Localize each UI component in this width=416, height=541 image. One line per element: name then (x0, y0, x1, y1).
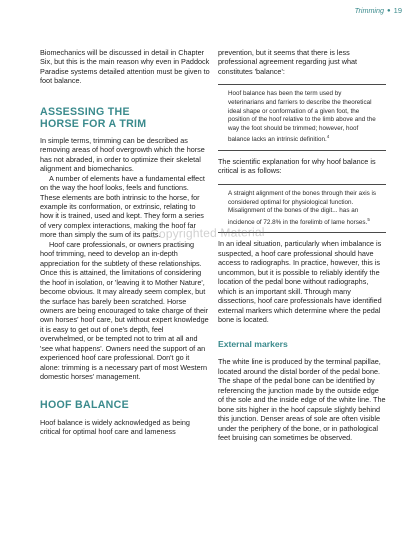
quote-text: Hoof balance has been the term used by veterinarians and farriers to describe the theoretical ideal shape or conformation of a given foot, the position of the hoof relative to the limb above and the way the foot should be trimmed; however, hoof balance lacks an intrinsic definition. (228, 90, 376, 144)
intro-paragraph: Biomechanics will be discussed in detail in Chapter Six, but this is the main reason why even in Paddock Paradise systems detailed attention must be given to foot balance. (40, 48, 210, 86)
heading-assessing (40, 106, 210, 130)
paragraph: The scientific explanation for why hoof balance is critical is as follows: (218, 157, 376, 176)
quote-text: A straight alignment of the bones through their axis is considered optimal for physiological function. Misalignment of the bones of the digit... has an incidence of 72.8% in the forelimb of lame horses. (228, 189, 377, 226)
paragraph: Hoof balance is widely acknowledged as being critical for optimal hoof care and lameness (40, 417, 190, 437)
heading-assessing-line2: HORSE FOR A TRIM (40, 117, 147, 130)
paragraph: In an ideal situation, particularly when imbalance is suspected, a hoof care professional should have access to radiographs. In practice, however, this is uncommon, but it is possible to reliably identify the location of the pedal bone without radiographs, which is an important skill. Through many dissections, hoof care professionals have identified external markers which determine where the pedal bone is located. (218, 239, 382, 325)
footnote-ref: 4 (326, 134, 330, 140)
watermark: Copyrighted Material (149, 225, 265, 241)
heading-assessing-line1: ASSESSING THE (40, 105, 130, 118)
paragraph: A number of elements have a fundamental effect on the way the hoof looks, feels and functions. These elements are both intrinsic to the horse, for example its conformation, or extrinsic, relating to how it is trained, used and kept. They form a series of very complex interactions, making the hoof far more than simply the sum of its parts. (40, 173, 205, 240)
page-number: 19 (393, 6, 402, 15)
section-title: Trimming (354, 6, 385, 15)
paragraph: Hoof care professionals, or owners practising hoof trimming, need to develop an in-depth appreciation for the subtlety of these relationships. Once this is attained, the limitations of considering the hoof in isolation, or 'leaving it to Mother Nature', become obvious. It may already seem complex, but the surface has barely been scratched. Horse owners are being encouraged to take charge of their own horses' hoof care, but without expert knowledge it is easy to get out of one's depth, feel overwhelmed, or be tempted not to trim at all and 'see what happens'. Owners need the support of an experienced hoof care professional. Don't go it alone: trimming is a necessary part of most Western domestic horses' management. (40, 239, 209, 382)
block-quote (218, 184, 386, 233)
heading-external-markers: External markers (218, 339, 288, 350)
bullet-icon: ● (387, 7, 391, 14)
right-column (218, 48, 386, 443)
running-header (355, 6, 402, 15)
paragraph: prevention, but it seems that there is less professional agreement regarding just what constitutes 'balance': (218, 48, 358, 76)
left-column (40, 48, 210, 437)
heading-hoof-balance: HOOF BALANCE (40, 398, 129, 411)
paragraph: The white line is produced by the terminal papillae, located around the distal border of the pedal bone. The shape of the pedal bone can be identified by referencing the junction made by the outside edge of the sole and the inside edge of the white line. The bone sits higher in the hoof capsule slightly behind this junction. Denser areas of sole are often visible under the periphery of the bone, or in pathological feet bruising can sometimes be observed. (218, 357, 386, 443)
block-quote (218, 84, 386, 151)
paragraph: In simple terms, trimming can be described as removing areas of hoof overgrowth which the horse has not abraded, in order to optimize their skeletal alignment and biomechanics. (40, 135, 205, 174)
footnote-ref: 5 (367, 216, 370, 222)
